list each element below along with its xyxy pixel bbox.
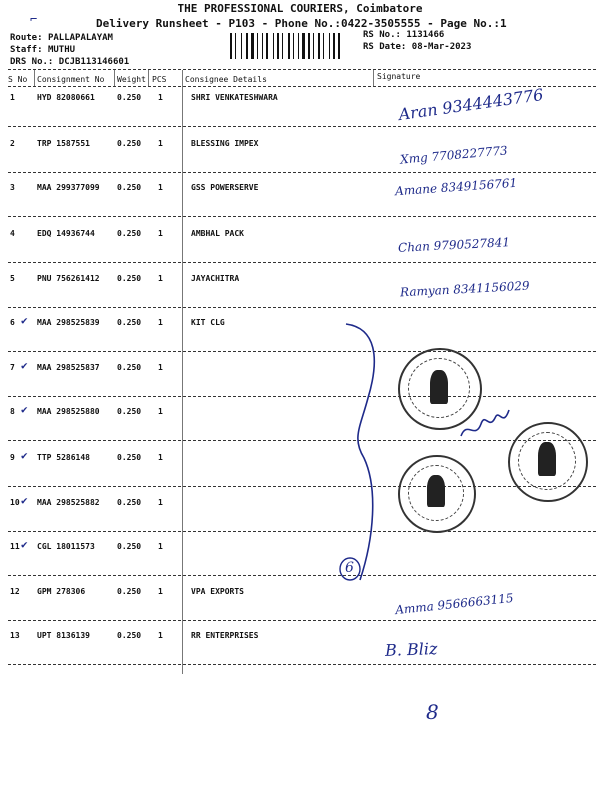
- column-divider: [114, 70, 115, 86]
- row-separator: [8, 216, 596, 217]
- row-separator: [8, 172, 596, 173]
- cell-weight: 0.250: [117, 542, 142, 551]
- table-top-rule: [8, 69, 596, 70]
- cell-consignee: KIT CLG: [191, 318, 225, 327]
- cell-pcs: 1: [158, 542, 163, 551]
- staff-line: [10, 45, 75, 55]
- col-header-sno: S No: [8, 75, 28, 84]
- cell-weight: 0.250: [117, 498, 142, 507]
- cell-consignment: MAA 299377099: [37, 183, 100, 192]
- cell-weight: 0.250: [117, 363, 142, 372]
- receiver-stamp: [398, 455, 476, 533]
- signature-row-2: Xmg 7708227773: [399, 143, 509, 167]
- cell-pcs: 1: [158, 229, 163, 238]
- barcode: [230, 33, 356, 59]
- cell-pcs: 1: [158, 363, 163, 372]
- col-header-consignee: Consignee Details: [185, 75, 267, 84]
- signature-row-13: B. Bliz: [384, 639, 438, 660]
- cell-sno: 9: [10, 453, 15, 462]
- cell-consignment: UPT 8136139: [37, 631, 90, 640]
- cell-pcs: 1: [158, 183, 163, 192]
- row-separator: [8, 531, 596, 532]
- signature-row-5: Ramyan 8341156029: [399, 278, 530, 300]
- check-mark-icon: ✔: [21, 359, 28, 372]
- signature-row-3: Amane 8349156761: [394, 175, 518, 199]
- cell-weight: 0.250: [117, 407, 142, 416]
- column-divider: [182, 70, 183, 674]
- row-separator: [8, 486, 596, 487]
- check-mark-icon: ✔: [21, 403, 28, 416]
- cell-pcs: 1: [158, 498, 163, 507]
- cell-consignment: MAA 298525882: [37, 498, 100, 507]
- table-header-rule: [8, 86, 596, 87]
- signature-row-12: Amma 9566663115: [394, 590, 515, 618]
- row-separator: [8, 262, 596, 263]
- cell-consignee: VPA EXPORTS: [191, 587, 244, 596]
- count-mark: 6: [345, 560, 354, 576]
- cell-consignment: TRP 1587551: [37, 139, 90, 148]
- route-label: Route:: [10, 33, 43, 43]
- check-mark-icon: ✔: [21, 494, 28, 507]
- check-mark-icon: ✔: [21, 314, 28, 327]
- receiver-stamp: [508, 422, 588, 502]
- runsheet-title: Delivery Runsheet - P103 - Phone No.:0422-3505555 - Page No.:1: [96, 17, 507, 30]
- cell-weight: 0.250: [117, 631, 142, 640]
- cell-consignee: SHRI VENKATESHWARA: [191, 93, 278, 102]
- cell-sno: 3: [10, 183, 15, 192]
- cell-consignee: RR ENTERPRISES: [191, 631, 259, 640]
- cell-consignment: GPM 278306: [37, 587, 86, 596]
- cell-pcs: 1: [158, 318, 163, 327]
- col-header-consignment: Consignment No: [37, 75, 105, 84]
- col-header-pcs: PCS: [152, 75, 167, 84]
- rs-no-value: 1131466: [406, 30, 445, 40]
- route-line: [10, 33, 113, 43]
- signature-row-4: Chan 9790527841: [397, 235, 511, 255]
- group-bracket: [338, 318, 388, 588]
- cell-weight: 0.250: [117, 183, 142, 192]
- cell-pcs: 1: [158, 587, 163, 596]
- cell-weight: 0.250: [117, 587, 142, 596]
- route-value: PALLAPALAYAM: [47, 33, 113, 43]
- cell-pcs: 1: [158, 139, 163, 148]
- cell-sno: 5: [10, 274, 15, 283]
- rs-no-line: [363, 30, 444, 40]
- cell-weight: 0.250: [117, 229, 142, 238]
- row-separator: [8, 664, 596, 665]
- cell-weight: 0.250: [117, 139, 142, 148]
- staff-label: Staff:: [10, 45, 43, 55]
- cell-sno: 2: [10, 139, 15, 148]
- cell-sno: 13: [10, 631, 20, 640]
- drs-line: [10, 57, 129, 67]
- row-separator: [8, 575, 596, 576]
- column-divider: [373, 70, 374, 86]
- row-separator: [8, 126, 596, 127]
- cell-sno: 11: [10, 542, 20, 551]
- cell-sno: 12: [10, 587, 20, 596]
- drs-label: DRS No.:: [10, 57, 54, 67]
- signature-row-1: Aran 9344443776: [397, 84, 545, 125]
- row-separator: [8, 351, 596, 352]
- cell-consignment: HYD 82080661: [37, 93, 95, 102]
- check-mark-icon: ✔: [21, 538, 28, 551]
- cell-sno: 10: [10, 498, 20, 507]
- check-mark-icon: ✔: [21, 449, 28, 462]
- cell-sno: 1: [10, 93, 15, 102]
- cell-consignee: JAYACHITRA: [191, 274, 240, 283]
- cell-consignment: TTP 5286148: [37, 453, 90, 462]
- row-separator: [8, 620, 596, 621]
- cell-sno: 4: [10, 229, 15, 238]
- row-separator: [8, 307, 596, 308]
- cell-consignment: MAA 298525839: [37, 318, 100, 327]
- col-header-weight: Weight: [117, 75, 146, 84]
- staff-value: MUTHU: [47, 45, 76, 55]
- cell-sno: 7: [10, 363, 15, 372]
- rs-date-value: 08-Mar-2023: [411, 42, 472, 52]
- cell-weight: 0.250: [117, 318, 142, 327]
- cell-pcs: 1: [158, 274, 163, 283]
- cell-sno: 6: [10, 318, 15, 327]
- cell-pcs: 1: [158, 93, 163, 102]
- cell-weight: 0.250: [117, 93, 142, 102]
- cell-sno: 8: [10, 407, 15, 416]
- cell-consignment: EDQ 14936744: [37, 229, 95, 238]
- cell-consignment: MAA 298525837: [37, 363, 100, 372]
- cell-pcs: 1: [158, 407, 163, 416]
- drs-value: DCJB113146601: [58, 57, 130, 67]
- cell-consignment: CGL 18011573: [37, 542, 95, 551]
- rs-no-label: RS No.:: [363, 30, 401, 40]
- col-header-signature: Signature: [377, 72, 421, 81]
- cell-consignee: BLESSING IMPEX: [191, 139, 259, 148]
- page-mark: 8: [426, 700, 439, 724]
- rs-date-label: RS Date:: [363, 42, 407, 52]
- rs-date-line: [363, 42, 471, 52]
- cell-weight: 0.250: [117, 453, 142, 462]
- cell-pcs: 1: [158, 453, 163, 462]
- stamp-signature-scribble: [455, 400, 515, 446]
- column-divider: [34, 70, 35, 86]
- cell-consignee: GSS POWERSERVE: [191, 183, 259, 192]
- cell-consignee: AMBHAL PACK: [191, 229, 244, 238]
- cell-pcs: 1: [158, 631, 163, 640]
- column-divider: [148, 70, 149, 86]
- company-title: THE PROFESSIONAL COURIERS, Coimbatore: [177, 2, 423, 15]
- row-separator: [8, 396, 596, 397]
- cell-consignment: PNU 756261412: [37, 274, 100, 283]
- cell-weight: 0.250: [117, 274, 142, 283]
- handwritten-header-mark: ⌐: [30, 12, 38, 26]
- cell-consignment: MAA 298525880: [37, 407, 100, 416]
